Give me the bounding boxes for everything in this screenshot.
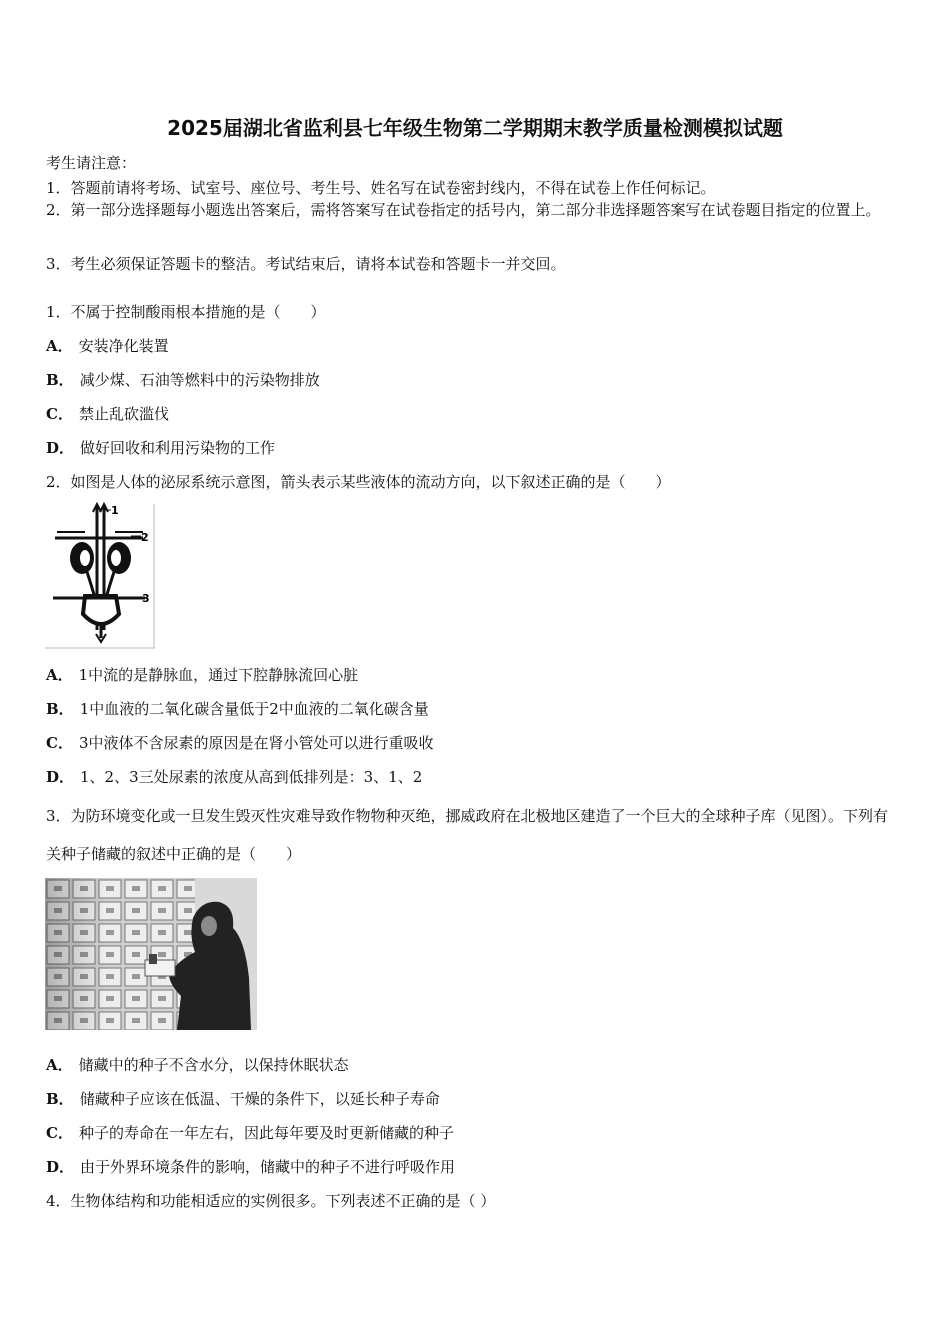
option-c: C． 3中液体不含尿素的原因是在肾小管处可以进行重吸收: [46, 734, 434, 752]
option-d: D． 1、2、3三处尿素的浓度从高到低排列是：3、1、2: [46, 768, 423, 786]
option-a: A． 1中流的是静脉血，通过下腔静脉流回心脏: [46, 666, 359, 684]
seed-bank-photo: [45, 878, 257, 1030]
notice-item: 1．答题前请将考场、试室号、座位号、考生号、姓名写在试卷密封线内，不得在试卷上作任何标记。: [46, 179, 716, 197]
option-d: D． 由于外界环境条件的影响，储藏中的种子不进行呼吸作用: [46, 1158, 456, 1176]
option-a: A． 储藏中的种子不含水分，以保持休眠状态: [46, 1056, 349, 1074]
question-stem: 3．为防环境变化或一旦发生毁灭性灾难导致作物物种灭绝，挪威政府在北极地区建造了一个巨大的全球种子库（见图）。下列有关种子储藏的叙述中正确的是（ ）: [46, 807, 889, 863]
option-b: B． 减少煤、石油等燃料中的污染物排放: [46, 371, 320, 389]
notice-item: 2．第一部分选择题每小题选出答案后，需将答案写在试卷指定的括号内，第二部分非选择题答案写在试卷题目指定的位置上。: [46, 201, 881, 219]
option-b: B． 储藏种子应该在低温、干燥的条件下，以延长种子寿命: [46, 1090, 440, 1108]
question-stem: 1．不属于控制酸雨根本措施的是（ ）: [46, 303, 326, 321]
option-c: C． 种子的寿命在一年左右，因此每年要及时更新储藏的种子: [46, 1124, 454, 1142]
option-d: D． 做好回收和利用污染物的工作: [46, 439, 276, 457]
bladder: [83, 596, 119, 624]
question-stem: 4．生物体结构和功能相适应的实例很多。下列表述不正确的是（ ）: [46, 1192, 496, 1210]
notice-item: 3．考生必须保证答题卡的整洁。考试结束后，请将本试卷和答题卡一并交回。: [46, 255, 566, 273]
option-c: C． 禁止乱砍滥伐: [46, 405, 169, 423]
option-a: A． 安装净化装置: [46, 337, 169, 355]
label-3: 3: [142, 592, 150, 605]
label-2: 2: [141, 531, 149, 544]
question-stem: 2．如图是人体的泌尿系统示意图，箭头表示某些液体的流动方向，以下叙述正确的是（ ）: [46, 473, 671, 491]
urinary-system-diagram: [45, 502, 157, 650]
option-b: B． 1中血液的二氧化碳含量低于2中血液的二氧化碳含量: [46, 700, 429, 718]
label-1: 1: [111, 504, 119, 517]
notice-heading: 考生请注意：: [46, 154, 137, 172]
page-title: 2025届湖北省监利县七年级生物第二学期期末教学质量检测模拟试题: [167, 116, 783, 140]
